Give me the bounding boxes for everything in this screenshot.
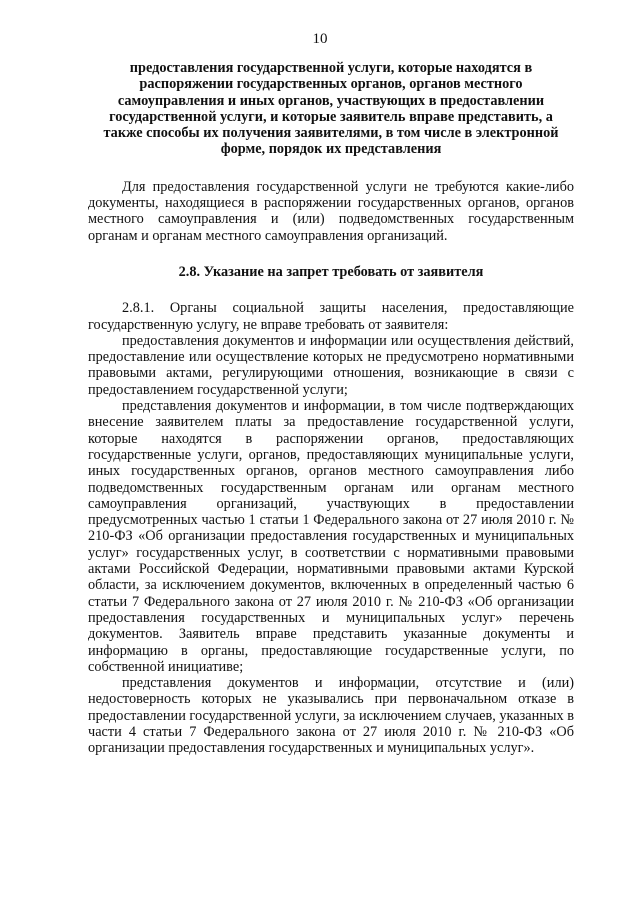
document-body xyxy=(88,60,574,757)
heading-line: также способы их получения заявителями, в том числе в электронной xyxy=(103,125,559,142)
section-heading xyxy=(88,60,574,158)
section-title: 2.8. Указание на запрет требовать от заявителя xyxy=(178,263,484,280)
heading-line: государственной услуги, и которые заявитель вправе представить, а xyxy=(109,108,553,125)
paragraph-2-8-1: 2.8.1. Органы социальной защиты населения, предоставляющие государственную услугу, не вправе требовать от заявителя: xyxy=(88,300,574,333)
heading-line: самоуправления и иных органов, участвующих в предоставлении xyxy=(117,92,545,109)
heading-line: распоряжении государственных органов, органов местного xyxy=(139,76,523,93)
paragraph-prohibition-3: представления документов и информации, отсутствие и (или) недостоверность которых не указывались при первоначальном отказе в предоставлении государственной услуги, за исключением случаев, указанных в части 4 статьи 7 Федерального закона от 27 июля 2010 г. № 210-ФЗ «Об организации предоставления государственных и муниципальных услуг». xyxy=(88,675,574,757)
paragraph-documents-not-required: Для предоставления государственной услуги не требуются какие-либо документы, находящиеся в распоряжении государственных органов, органов местного самоуправления и (или) подведомственных государственным органам и органам местного самоуправления организаций. xyxy=(88,178,574,244)
heading-line: предоставления государственной услуги, которые находятся в xyxy=(129,60,533,76)
paragraph-prohibition-2: представления документов и информации, в том числе подтверждающих внесение заявителем платы за предоставление государственной услуги, которые находятся в распоряжении органов, предоставляющих государственные услуги, органов, предоставляющих муниципальные услуги, иных государственных органов, органов местного самоуправления либо подведомственных государственным органам или органам местного самоуправления организаций, участвующих в предоставлении предусмотренных частью 1 статьи 1 Федерального закона от 27 июля 2010 г. № 210-ФЗ «Об организации предоставления государственных и муниципальных услуг» государственных услуг, в соответствии с нормативными правовыми актами Российской Федерации, нормативными правовыми актами Курской области, за исключением документов, включенных в определенный частью 6 статьи 7 Федерального закона от 27 июля 2010 г. № 210-ФЗ «Об организации предоставления государственных и муниципальных услуг» перечень документов. Заявитель вправе представить указанные документы и информацию в органы, предоставляющие государственные услуги, по собственной инициативе; xyxy=(88,398,574,675)
spacer xyxy=(88,158,574,179)
heading-line: форме, порядок их представления xyxy=(220,141,442,158)
page-number: 10 xyxy=(312,31,328,47)
paragraph-prohibition-1: предоставления документов и информации или осуществления действий, предоставление или осуществление которых не предусмотрено нормативными правовыми актами, регулирующими отношения, возникающие в связи с предоставлением государственной услуги; xyxy=(88,332,574,398)
